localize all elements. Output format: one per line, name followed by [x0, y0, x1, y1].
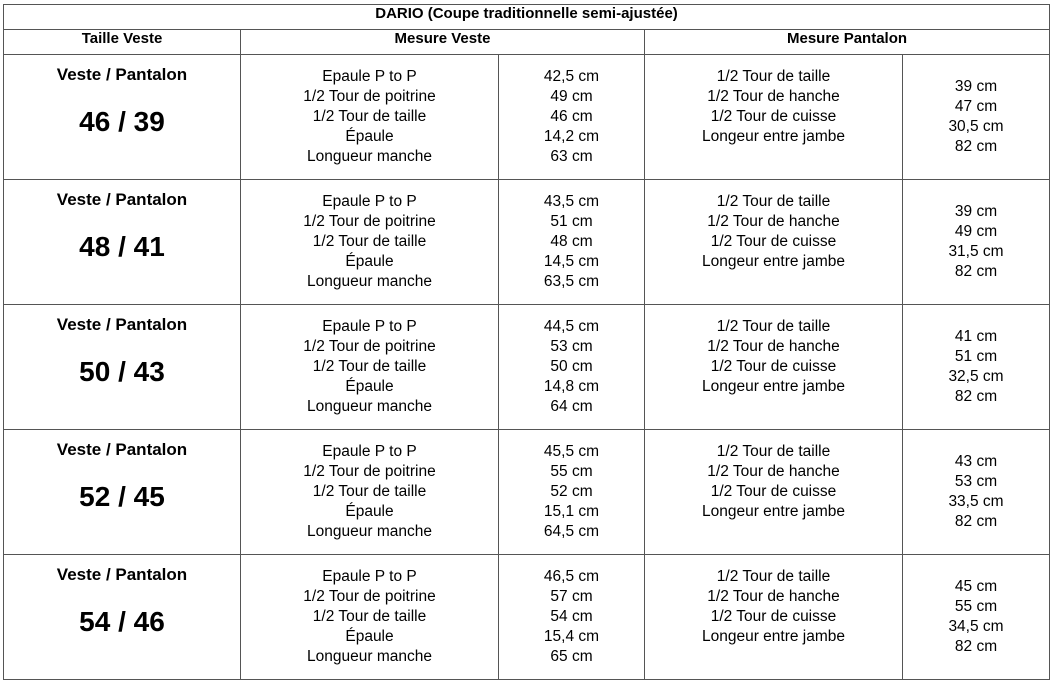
veste-measure-label-item: 1/2 Tour de poitrine [303, 588, 436, 605]
veste-measure-label-item: Longueur manche [307, 648, 432, 665]
pantalon-measure-value-cell [903, 180, 1050, 305]
size-value: 54 / 46 [79, 606, 165, 637]
veste-measure-label-item: Epaule P to P [322, 568, 417, 585]
pantalon-measure-value-item: 34,5 cm [948, 618, 1004, 635]
veste-measure-label-item: Longueur manche [307, 148, 432, 165]
pantalon-measure-label-item: 1/2 Tour de hanche [707, 588, 840, 605]
pantalon-measure-value-item: 32,5 cm [948, 368, 1004, 385]
veste-measure-value-item: 46 cm [550, 108, 593, 125]
veste-measure-value-item: 64,5 cm [543, 523, 600, 540]
table-title: DARIO (Coupe traditionnelle semi-ajustée) [4, 5, 1050, 30]
pantalon-measure-value-item: 55 cm [954, 598, 998, 615]
veste-measure-value-cell [499, 305, 645, 430]
pantalon-measure-label-item: 1/2 Tour de hanche [707, 463, 840, 480]
veste-measure-label-item: 1/2 Tour de poitrine [303, 88, 436, 105]
table-row [4, 55, 1050, 180]
veste-measure-label-item: 1/2 Tour de taille [312, 358, 427, 375]
veste-measure-value-item: 14,2 cm [543, 128, 600, 145]
pantalon-measure-label-item: 1/2 Tour de taille [716, 193, 831, 210]
pantalon-measure-label-cell [645, 180, 903, 305]
pantalon-measure-value-item: 31,5 cm [948, 243, 1004, 260]
pantalon-measure-value-cell [903, 430, 1050, 555]
size-label: Veste / Pantalon [56, 440, 188, 459]
veste-measure-value-item: 64 cm [550, 398, 593, 415]
veste-measure-label-item: Épaule [345, 128, 394, 145]
pantalon-measure-label-item: Longeur entre jambe [701, 503, 846, 520]
pantalon-measure-value-item: 41 cm [954, 328, 998, 345]
table-row [4, 430, 1050, 555]
veste-measure-value-cell [499, 430, 645, 555]
pantalon-measure-value-item: 43 cm [954, 453, 998, 470]
size-value: 50 / 43 [79, 356, 165, 387]
size-label: Veste / Pantalon [56, 565, 188, 584]
size-cell [4, 55, 241, 180]
table-row [4, 180, 1050, 305]
size-label: Veste / Pantalon [56, 65, 188, 84]
veste-measure-value-item: 14,8 cm [543, 378, 600, 395]
pantalon-measure-value-cell [903, 555, 1050, 680]
veste-measure-label-cell [241, 555, 499, 680]
veste-measure-label-cell [241, 430, 499, 555]
veste-measure-label-item: Épaule [345, 378, 394, 395]
pantalon-measure-value-cell [903, 305, 1050, 430]
pantalon-measure-value-cell [903, 55, 1050, 180]
size-label: Veste / Pantalon [56, 190, 188, 209]
veste-measure-label-item: Longueur manche [307, 398, 432, 415]
pantalon-measure-label-cell [645, 430, 903, 555]
header-mesure-pantalon: Mesure Pantalon [645, 30, 1050, 55]
pantalon-measure-label-item: 1/2 Tour de hanche [707, 88, 840, 105]
pantalon-measure-label-item: 1/2 Tour de cuisse [710, 358, 837, 375]
veste-measure-label-item: Epaule P to P [322, 443, 417, 460]
pantalon-measure-label-item: 1/2 Tour de taille [716, 443, 831, 460]
header-taille-veste: Taille Veste [4, 30, 241, 55]
size-value: 46 / 39 [79, 106, 165, 137]
size-cell [4, 180, 241, 305]
pantalon-measure-value-item: 82 cm [954, 638, 998, 655]
veste-measure-label-item: Longueur manche [307, 523, 432, 540]
pantalon-measure-label-item: 1/2 Tour de hanche [707, 338, 840, 355]
table-row [4, 555, 1050, 680]
veste-measure-value-item: 63 cm [550, 148, 593, 165]
veste-measure-label-item: 1/2 Tour de poitrine [303, 338, 436, 355]
veste-measure-label-item: Epaule P to P [322, 68, 417, 85]
veste-measure-value-item: 44,5 cm [543, 318, 600, 335]
size-cell [4, 555, 241, 680]
veste-measure-value-item: 50 cm [550, 358, 593, 375]
pantalon-measure-value-item: 39 cm [954, 78, 998, 95]
veste-measure-value-cell [499, 55, 645, 180]
pantalon-measure-value-item: 39 cm [954, 203, 998, 220]
pantalon-measure-value-item: 82 cm [954, 263, 998, 280]
veste-measure-value-item: 51 cm [550, 213, 593, 230]
table-body [4, 55, 1050, 680]
table-row [4, 305, 1050, 430]
veste-measure-label-item: Épaule [345, 253, 394, 270]
pantalon-measure-label-item: 1/2 Tour de hanche [707, 213, 840, 230]
veste-measure-label-cell [241, 180, 499, 305]
veste-measure-value-item: 15,4 cm [543, 628, 600, 645]
pantalon-measure-label-item: 1/2 Tour de taille [716, 68, 831, 85]
veste-measure-label-item: 1/2 Tour de poitrine [303, 463, 436, 480]
pantalon-measure-value-item: 82 cm [954, 513, 998, 530]
pantalon-measure-label-item: 1/2 Tour de taille [716, 318, 831, 335]
pantalon-measure-label-cell [645, 55, 903, 180]
veste-measure-value-item: 45,5 cm [543, 443, 600, 460]
pantalon-measure-value-item: 49 cm [954, 223, 998, 240]
pantalon-measure-value-item: 51 cm [954, 348, 998, 365]
veste-measure-label-item: 1/2 Tour de taille [312, 608, 427, 625]
pantalon-measure-label-item: Longeur entre jambe [701, 128, 846, 145]
pantalon-measure-label-item: 1/2 Tour de cuisse [710, 108, 837, 125]
veste-measure-label-cell [241, 55, 499, 180]
pantalon-measure-value-item: 53 cm [954, 473, 998, 490]
veste-measure-value-item: 15,1 cm [543, 503, 600, 520]
veste-measure-value-item: 52 cm [550, 483, 593, 500]
pantalon-measure-value-item: 30,5 cm [948, 118, 1004, 135]
size-cell [4, 305, 241, 430]
pantalon-measure-label-cell [645, 555, 903, 680]
veste-measure-value-item: 43,5 cm [543, 193, 600, 210]
veste-measure-label-item: Epaule P to P [322, 193, 417, 210]
pantalon-measure-label-item: 1/2 Tour de cuisse [710, 233, 837, 250]
veste-measure-value-cell [499, 180, 645, 305]
pantalon-measure-label-item: 1/2 Tour de cuisse [710, 608, 837, 625]
veste-measure-value-item: 46,5 cm [543, 568, 600, 585]
veste-measure-label-item: 1/2 Tour de poitrine [303, 213, 436, 230]
veste-measure-label-item: Longueur manche [307, 273, 432, 290]
veste-measure-value-item: 63,5 cm [543, 273, 600, 290]
veste-measure-label-item: Épaule [345, 503, 394, 520]
veste-measure-value-item: 54 cm [550, 608, 593, 625]
size-cell [4, 430, 241, 555]
veste-measure-label-item: Epaule P to P [322, 318, 417, 335]
veste-measure-value-item: 49 cm [550, 88, 593, 105]
pantalon-measure-label-item: Longeur entre jambe [701, 253, 846, 270]
veste-measure-value-item: 48 cm [550, 233, 593, 250]
veste-measure-label-item: Épaule [345, 628, 394, 645]
size-value: 48 / 41 [79, 231, 165, 262]
veste-measure-value-item: 53 cm [550, 338, 593, 355]
veste-measure-value-item: 65 cm [550, 648, 593, 665]
veste-measure-value-item: 57 cm [550, 588, 593, 605]
pantalon-measure-label-item: Longeur entre jambe [701, 378, 846, 395]
pantalon-measure-label-item: 1/2 Tour de taille [716, 568, 831, 585]
veste-measure-label-cell [241, 305, 499, 430]
pantalon-measure-value-item: 82 cm [954, 388, 998, 405]
veste-measure-label-item: 1/2 Tour de taille [312, 233, 427, 250]
veste-measure-value-item: 14,5 cm [543, 253, 600, 270]
veste-measure-value-item: 42,5 cm [543, 68, 600, 85]
size-label: Veste / Pantalon [56, 315, 188, 334]
header-mesure-veste: Mesure Veste [241, 30, 645, 55]
pantalon-measure-value-item: 47 cm [954, 98, 998, 115]
pantalon-measure-value-item: 33,5 cm [948, 493, 1004, 510]
size-value: 52 / 45 [79, 481, 165, 512]
pantalon-measure-label-item: Longeur entre jambe [701, 628, 846, 645]
veste-measure-value-item: 55 cm [550, 463, 593, 480]
size-chart-table [3, 4, 1050, 680]
pantalon-measure-label-item: 1/2 Tour de cuisse [710, 483, 837, 500]
veste-measure-label-item: 1/2 Tour de taille [312, 483, 427, 500]
pantalon-measure-value-item: 82 cm [954, 138, 998, 155]
veste-measure-label-item: 1/2 Tour de taille [312, 108, 427, 125]
pantalon-measure-value-item: 45 cm [954, 578, 998, 595]
pantalon-measure-label-cell [645, 305, 903, 430]
veste-measure-value-cell [499, 555, 645, 680]
